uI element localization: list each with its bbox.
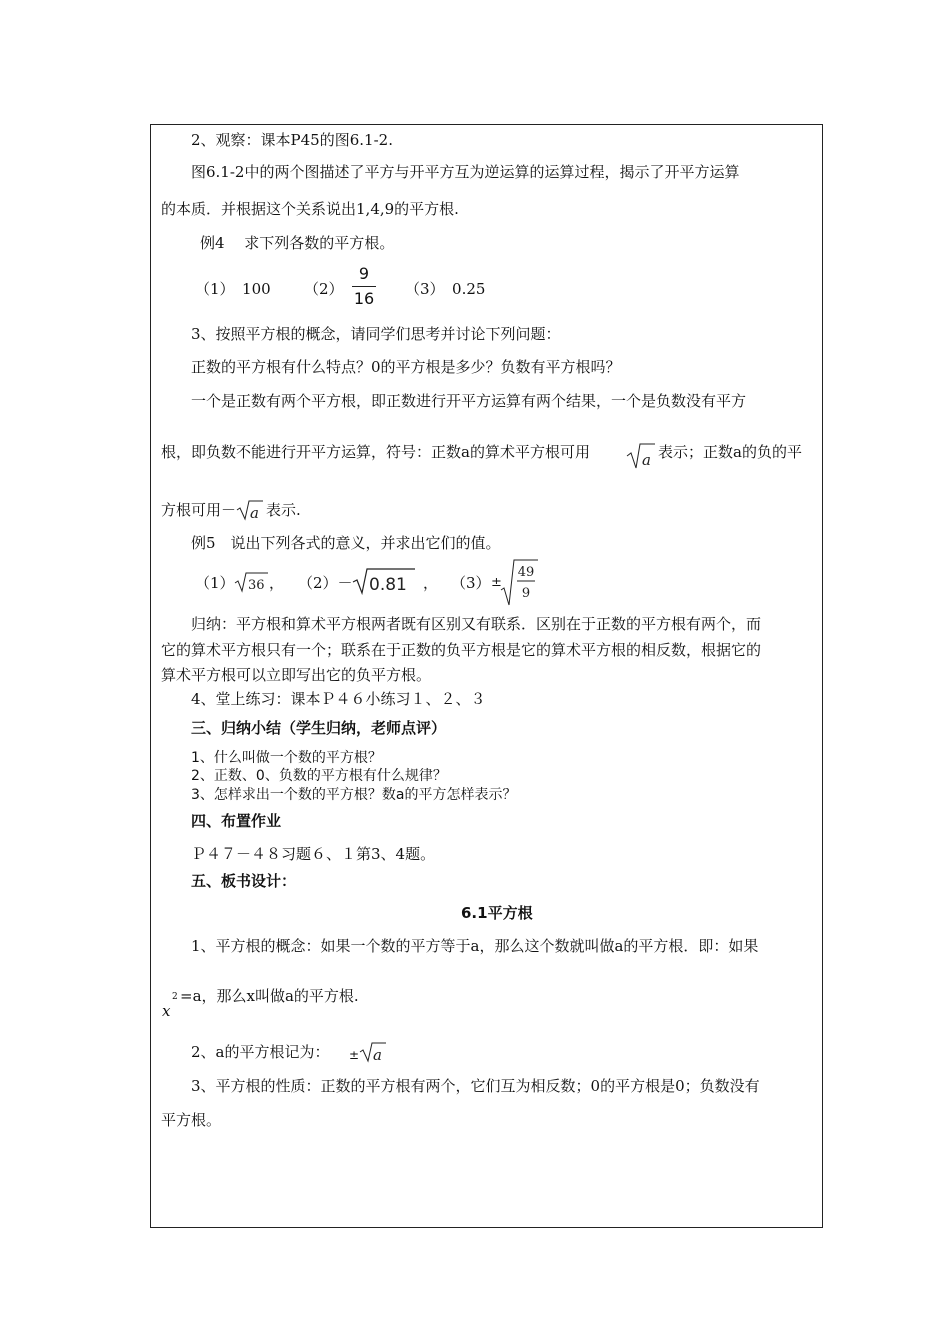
text-line: 一个是正数有两个平方根，即正数进行开平方运算有两个结果，一个是负数没有平方 xyxy=(191,392,747,410)
svg-text:0.81: 0.81 xyxy=(369,575,407,595)
example-5-part-3-label: （3） xyxy=(451,574,491,592)
example-5-part-2-label: （2）－ xyxy=(298,574,353,592)
example-4-heading: 例4 求下列各数的平方根。 xyxy=(200,234,395,252)
variable-x: x xyxy=(162,1002,171,1020)
example-4-part-3: （3） 0.25 xyxy=(405,280,486,298)
board-line: 2、a的平方根记为： xyxy=(191,1043,330,1061)
board-line: 平方根。 xyxy=(161,1111,222,1129)
text-line: 根，即负数不能进行开平方运算，符号：正数a的算术平方根可用 xyxy=(161,443,590,461)
text-line: 表示. xyxy=(266,501,301,519)
comma: ， xyxy=(269,574,285,592)
text-line: 3、按照平方根的概念，请同学们思考并讨论下列问题： xyxy=(191,325,561,343)
svg-text:36: 36 xyxy=(248,578,265,593)
homework-line: Ｐ４７－４８习题６、１第3、4题。 xyxy=(191,845,436,863)
question-3: 3、怎样求出一个数的平方根？数a的平方怎样表示？ xyxy=(191,787,517,803)
sqrt-081-expression xyxy=(352,566,416,596)
board-title: 6.1平方根 xyxy=(461,904,533,922)
text-line: 正数的平方根有什么特点？0的平方根是多少？负数有平方根吗？ xyxy=(191,358,621,376)
question-1: 1、什么叫做一个数的平方根？ xyxy=(191,750,382,766)
text-line: 方根可用－ xyxy=(161,501,237,519)
svg-text:a: a xyxy=(642,451,651,469)
example-5-part-1-label: （1） xyxy=(195,574,235,592)
svg-text:a: a xyxy=(373,1046,382,1064)
board-line: 3、平方根的性质：正数的平方根有两个，它们互为相反数；0的平方根是0；负数没有 xyxy=(191,1077,760,1095)
example-5-heading: 例5 说出下列各式的意义，并求出它们的值。 xyxy=(191,534,501,552)
sqrt-36-expression xyxy=(234,570,270,594)
example-4-part-2-label: （2） xyxy=(304,280,344,298)
question-2: 2、正数、0、负数的平方根有什么规律？ xyxy=(191,768,447,784)
text-line: 表示；正数a的负的平 xyxy=(658,443,802,461)
text-line: 的本质．并根据这个关系说出1,4,9的平方根. xyxy=(161,200,459,218)
example-4-part-1: （1） 100 xyxy=(195,280,271,298)
comma: ， xyxy=(423,574,439,592)
plus-minus: ± xyxy=(491,575,502,590)
text-line: 图6.1-2中的两个图描述了平方与开平方互为逆运算的运算过程，揭示了开平方运算 xyxy=(191,163,740,181)
practice-line: 4、堂上练习：课本Ｐ４６小练习１、２、３ xyxy=(191,690,486,708)
summary-line: 它的算术平方根只有一个；联系在于正数的负平方根是它的算术平方根的相反数，根据它的 xyxy=(161,641,762,659)
sqrt-a-symbol xyxy=(626,440,656,470)
summary-line: 归纳：平方根和算术平方根两者既有区别又有联系．区别在于正数的平方根有两个，而 xyxy=(191,615,762,633)
section-3-heading: 三、归纳小结（学生归纳，老师点评） xyxy=(191,719,447,737)
plus-minus: ± xyxy=(349,1048,360,1062)
observe-line: 2、观察：课本P45的图6.1-2. xyxy=(191,131,393,149)
svg-text:a: a xyxy=(250,504,259,522)
fraction-9-16: 9 16 xyxy=(353,264,375,308)
summary-line: 算术平方根可以立即写出它的负平方根。 xyxy=(161,666,432,684)
section-5-heading: 五、板书设计： xyxy=(191,872,297,890)
section-4-heading: 四、布置作业 xyxy=(191,812,282,830)
exponent-2: 2 xyxy=(172,992,178,1002)
svg-text:49: 49 xyxy=(517,565,535,580)
sqrt-a-symbol xyxy=(359,1040,387,1064)
svg-text:9: 9 xyxy=(521,586,531,601)
board-line: =a，那么x叫做a的平方根. xyxy=(180,987,359,1005)
sqrt-a-symbol xyxy=(236,498,264,522)
sqrt-49-over-9-expression xyxy=(500,558,540,608)
board-line: 1、平方根的概念：如果一个数的平方等于a，那么这个数就叫做a的平方根．即：如果 xyxy=(191,937,759,955)
